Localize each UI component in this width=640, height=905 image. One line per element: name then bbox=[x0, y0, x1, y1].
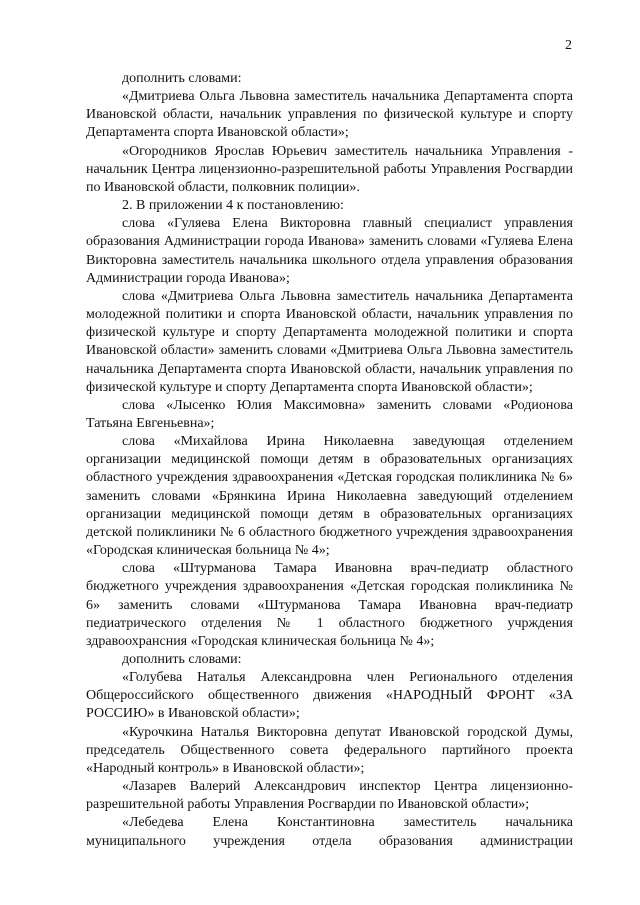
paragraph: дополнить словами: bbox=[122, 71, 242, 86]
paragraph: «Дмитриева Ольга Львовна заместитель начальника Департамента спорта Ивановской области, начальник управления по физической культуре и спорту Департамента спорта Ивановской области»; bbox=[86, 89, 573, 141]
paragraph: «Курочкина Наталья Викторовна депутат Ивановской городской Думы, председатель Общественного совета федерального партийного проекта «Народный контроль» в Ивановской области»; bbox=[86, 724, 573, 776]
paragraph: «Лазарев Валерий Александрович инспектор Центра лицензионно-разрешительной работы Управления Росгвардии по Ивановской области»; bbox=[86, 779, 573, 813]
paragraph: «Огородников Ярослав Юрьевич заместитель начальника Управления - начальник Центра лицензионно-разрешительной работы Управления Росгвардии по Ивановской области, полковник полиции». bbox=[86, 143, 573, 195]
paragraph-continued: «Лебедева Елена Константиновна заместитель начальника муниципального учреждения отдела образования администрации bbox=[86, 815, 573, 849]
paragraph: слова «Штурманова Тамара Ивановна врач-педиатр областного бюджетного учреждения здравоохранения «Детская городская поликлиника № 6» заменить словами «Штурманова Тамара Ивановна врач-педиатр педиатрического отделения № 1 областного бюджетного учрждения здравоохрансния «Городская клиническая больница № 4»; bbox=[86, 561, 573, 649]
page-number: 2 bbox=[565, 38, 572, 53]
document-body bbox=[86, 70, 573, 851]
paragraph: слова «Лысенко Юлия Максимовна» заменить словами «Родионова Татьяна Евгеньевна»; bbox=[86, 397, 573, 431]
paragraph: слова «Гуляева Елена Викторовна главный специалист управления образования Администрации города Иванова» заменить словами «Гуляева Елена Викторовна заместитель начальника школьного отдела управления образования Администрации города Иванова»; bbox=[86, 216, 573, 286]
paragraph: 2. В приложении 4 к постановлению: bbox=[122, 198, 344, 214]
paragraph: «Голубева Наталья Александровна член Регионального отделения Общероссийского общественного движения «НАРОДНЫЙ ФРОНТ «ЗА РОССИЮ» в Ивановской области»; bbox=[86, 670, 573, 722]
paragraph: дополнить словами: bbox=[122, 652, 242, 667]
paragraph: слова «Михайлова Ирина Николаевна заведующая отделением организации медицинской помощи детям в образовательных организациях областного учреждения здравоохранения «Детская городская поликлиника № 6» заменить словами «Брянкина Ирина Николаевна заведующий отделением организации медицинской помощи детям в образовательных организациях детской поликлиники № 6 областного бюджетного учреждения здравоохранения «Городская клиническая больница № 4»; bbox=[86, 434, 573, 559]
paragraph: слова «Дмитриева Ольга Львовна заместитель начальника Департамента молодежной политики и спорта Ивановской области, начальник управления по физической культуре и спорту Департамента молодежной политики и спорта Ивановской области» заменить словами «Дмитриева Ольга Львовна заместитель начальника Департамента спорта Ивановской области, начальник управления по физической культуре и спорту Департамента спорта Ивановской области»; bbox=[86, 288, 573, 395]
